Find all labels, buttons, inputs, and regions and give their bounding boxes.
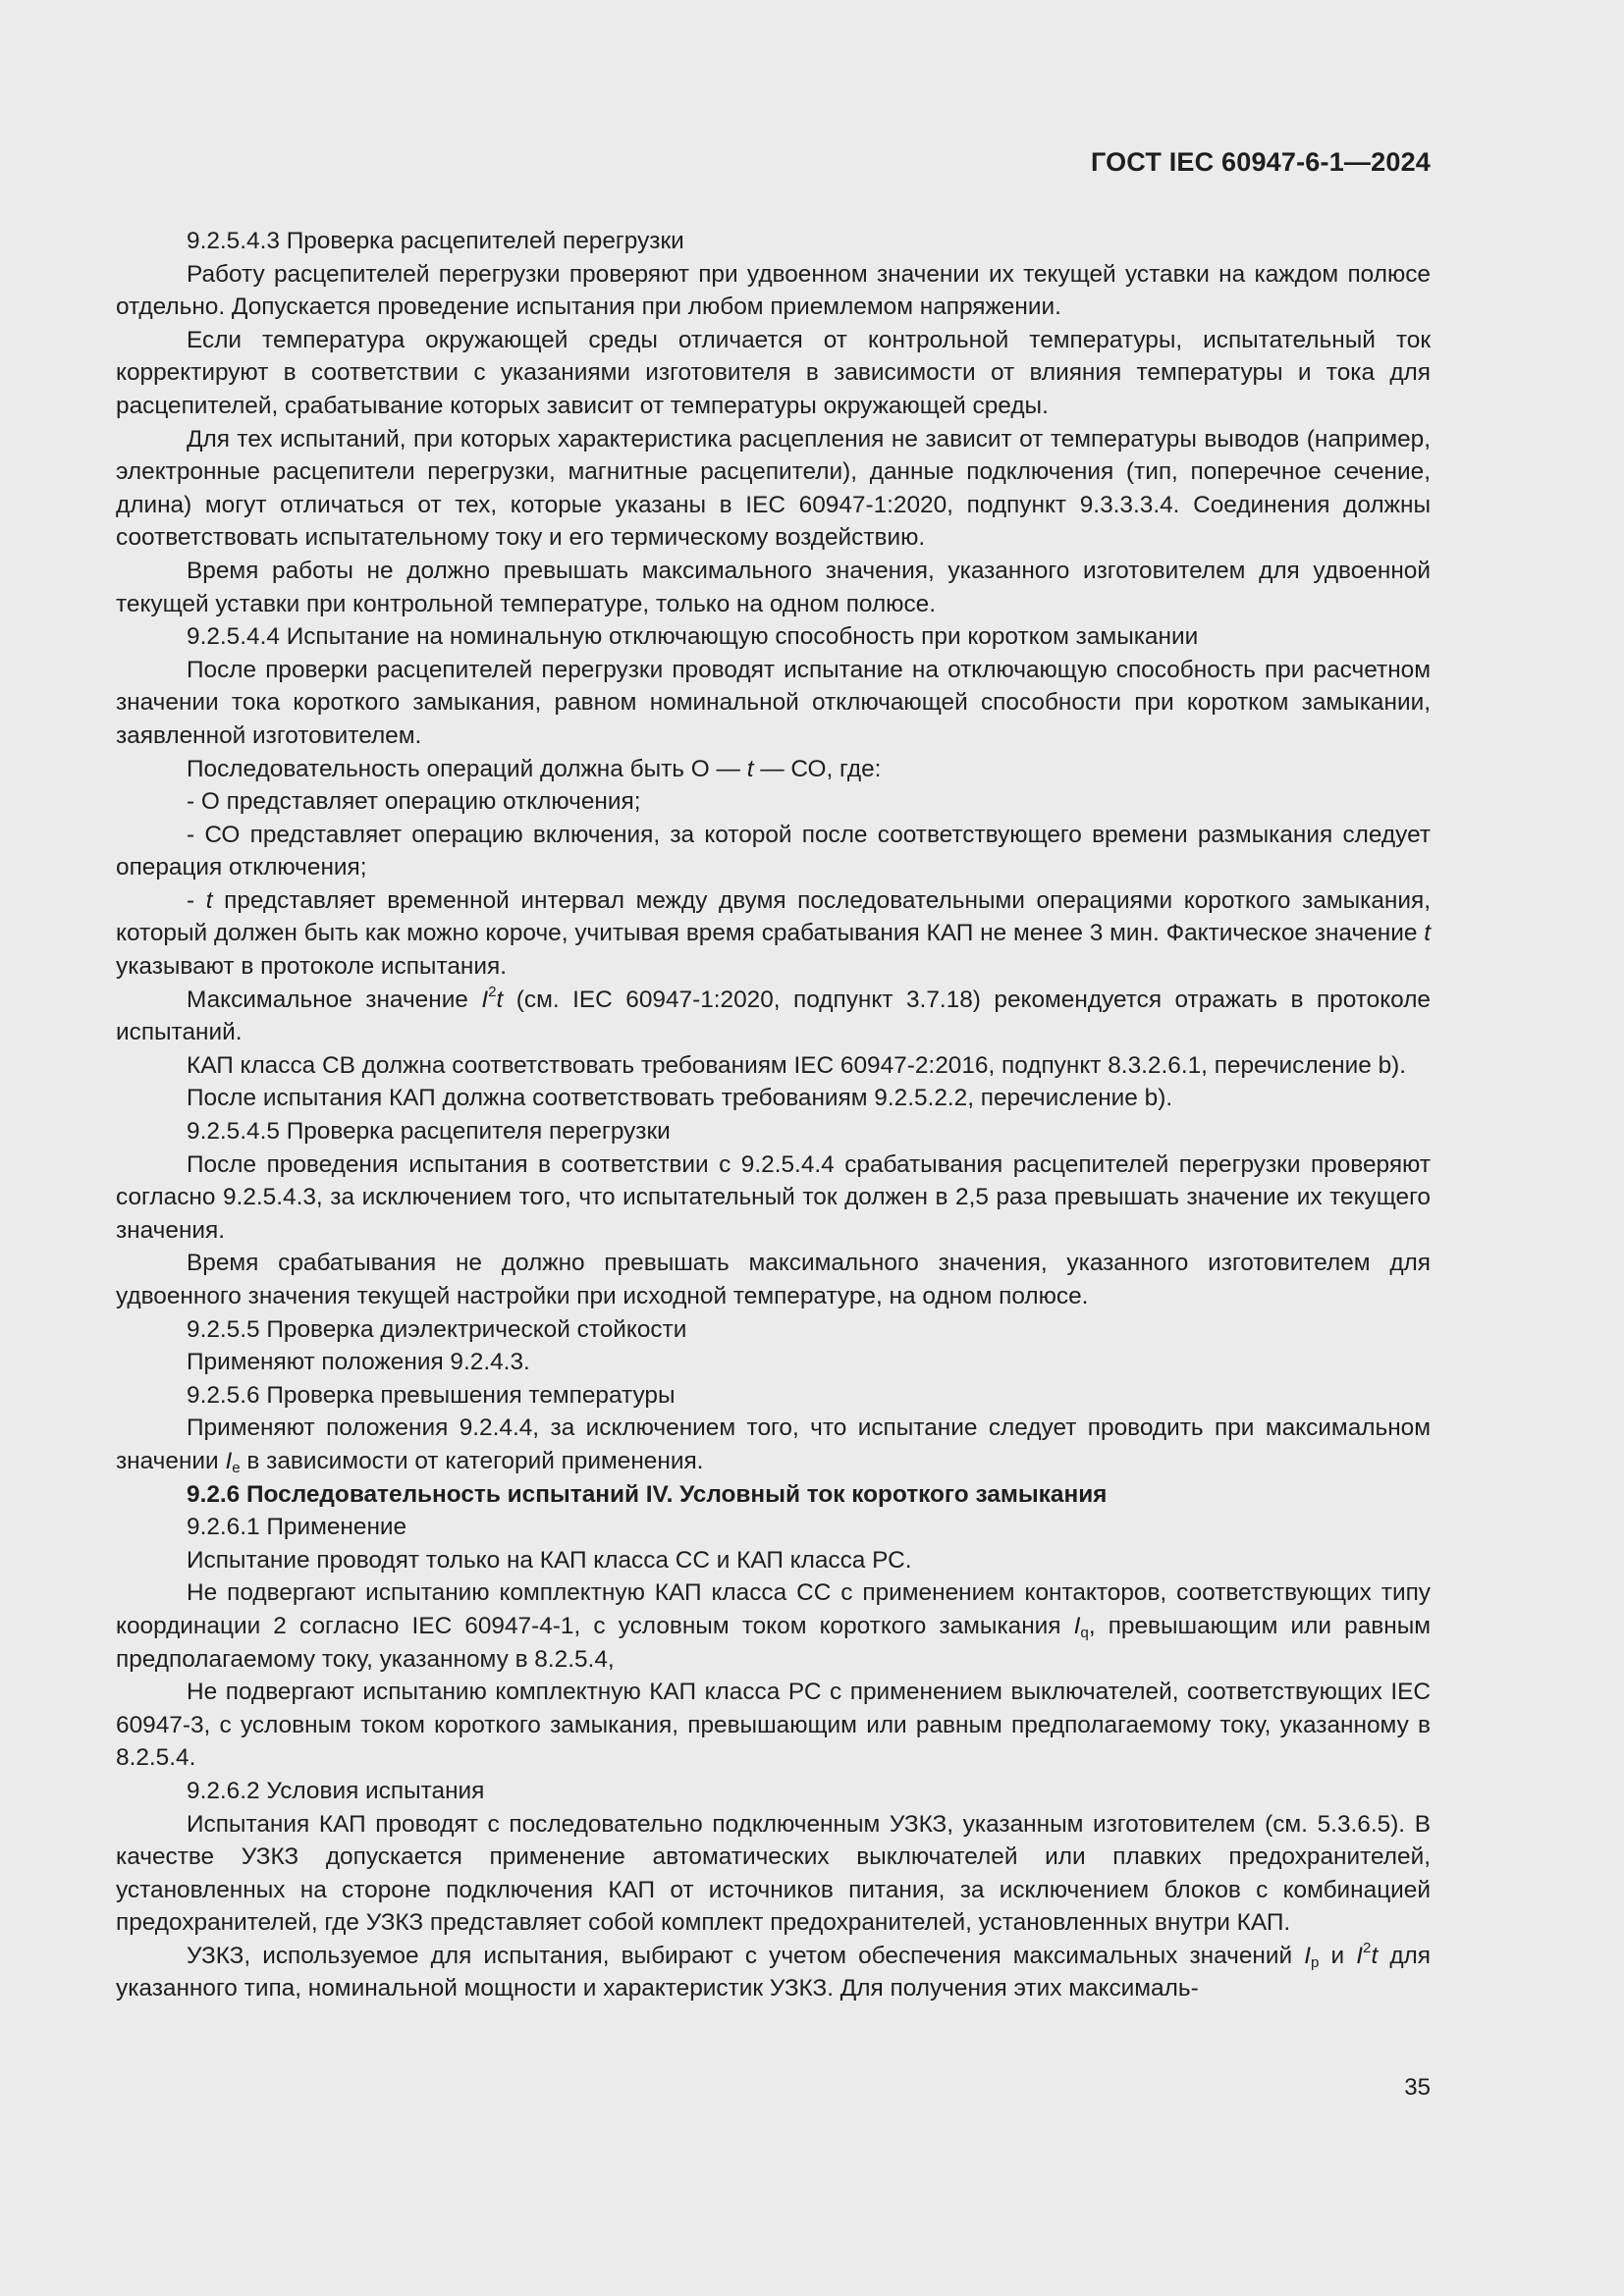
superscript: 2 xyxy=(1363,1939,1372,1956)
text: (см. IEC 60947-1:2020, подпункт 3.7.18) рекомендуется отражать в протоколе испытаний. xyxy=(116,986,1432,1046)
page-number: 35 xyxy=(1404,2074,1431,2101)
subscript: q xyxy=(1080,1625,1089,1642)
paragraph xyxy=(116,1940,1431,2005)
list-item: - О представляет операцию отключения; xyxy=(187,788,641,816)
paragraph xyxy=(116,1576,1431,1676)
symbol-i: I xyxy=(1356,1942,1364,1969)
paragraph: Время срабатывания не должно превышать максимального значения, указанного изготовителем для удвоенного значения текущей настройки при исходной температуре, на одном полюсе. xyxy=(116,1250,1431,1309)
paragraph: Если температура окружающей среды отличается от контрольной температуры, испытательный ток корректируют в соответствии с указаниями изготовителя в зависимости от влияния температуры и тока для расцепителей, срабатывание которых зависит от температуры окружающей среды. xyxy=(116,326,1431,419)
paragraph: Не подвергают испытанию комплектную КАП класса РС с применением выключателей, соответствующих IEC 60947-3, с условным током короткого замыкания, превышающим или равным предполагаемому току, указанному в 8.2.5.4. xyxy=(116,1679,1431,1772)
document-code-header: ГОСТ IEC 60947-6-1—2024 xyxy=(1090,147,1431,177)
text: Применяют положения 9.2.4.4, за исключением того, что испытание следует проводить при максимальном значении xyxy=(116,1415,1431,1474)
clause-heading: 9.2.5.5 Проверка диэлектрической стойкости xyxy=(187,1315,687,1343)
list-item: - СО представляет операцию включения, за которой после соответствующего времени размыкания следует операция отключения; xyxy=(116,821,1431,881)
symbol-i: I xyxy=(225,1447,233,1474)
symbol-t: t xyxy=(496,986,504,1013)
paragraph: Испытания КАП проводят с последовательно подключенным УЗКЗ, указанным изготовителем (см. 5.3.6.5). В качестве УЗКЗ допускается применение автоматических выключателей или плавких предохранителей, установленных на стороне подключения КАП от источников питания, за исключением блоков с комбинацией предохранителей, где УЗКЗ представляет собой комплект предохранителей, установленных внутри КАП. xyxy=(116,1810,1431,1937)
clause-heading: 9.2.5.4.5 Проверка расцепителя перегрузки xyxy=(187,1118,671,1146)
text: Последовательность операций должна быть О — xyxy=(187,755,747,782)
paragraph: После испытания КАП должна соответствовать требованиям 9.2.5.2.2, перечисление b). xyxy=(187,1085,1173,1112)
clause-heading: 9.2.6.2 Условия испытания xyxy=(187,1777,485,1804)
paragraph: Испытание проводят только на КАП класса СС и КАП класса РС. xyxy=(187,1546,912,1574)
superscript: 2 xyxy=(488,983,497,1000)
text: в зависимости от категорий применения. xyxy=(240,1447,704,1474)
symbol-i: I xyxy=(481,986,489,1013)
paragraph: После проверки расцепителей перегрузки проводят испытание на отключающую способность при расчетном значении тока короткого замыкания, равном номинальной отключающей способности при коротком замыкании, заявленной изготовителем. xyxy=(116,656,1431,749)
paragraph: После проведения испытания в соответствии с 9.2.5.4.4 срабатывания расцепителей перегрузки проверяют согласно 9.2.5.4.3, за исключением того, что испытательный ток должен в 2,5 раза превышать значение их текущего значения. xyxy=(116,1150,1431,1244)
symbol-t: t xyxy=(205,886,213,914)
paragraph: КАП класса СВ должна соответствовать требованиям IEC 60947-2:2016, подпункт 8.3.2.6.1, перечисление b). xyxy=(187,1051,1407,1079)
document-body xyxy=(116,225,1431,2005)
clause-heading: 9.2.5.6 Проверка превышения температуры xyxy=(187,1381,676,1409)
symbol-t: t xyxy=(1424,920,1431,947)
paragraph: Применяют положения 9.2.4.3. xyxy=(187,1349,530,1376)
text: Максимальное значение xyxy=(187,986,482,1013)
list-item xyxy=(116,884,1431,984)
symbol-i: I xyxy=(1073,1612,1081,1639)
clause-heading: 9.2.6.1 Применение xyxy=(187,1514,407,1541)
text: УЗКЗ, используемое для испытания, выбирают с учетом обеспечения максимальных значений xyxy=(187,1942,1305,1969)
clause-heading: 9.2.5.4.4 Испытание на номинальную отключающую способность при коротком замыкании xyxy=(187,623,1199,651)
text: — СО, где: xyxy=(753,755,882,782)
subscript: p xyxy=(1311,1954,1320,1972)
paragraph: Для тех испытаний, при которых характеристика расцепления не зависит от температуры выводов (например, электронные расцепители перегрузки, магнитные расцепители), данные подключения (тип, поперечное сечение, длина) могут отличаться от тех, которые указаны в IEC 60947-1:2020, подпункт 9.3.3.3.4. Соединения должны соответствовать испытательному току и его термическому воздействию. xyxy=(116,425,1431,552)
paragraph xyxy=(116,1412,1431,1477)
text: , превышающим или равным предполагаемому току, указанному в 8.2.5.4, xyxy=(116,1612,1431,1673)
subscript: e xyxy=(232,1460,241,1477)
section-heading: 9.2.6 Последовательность испытаний IV. Условный ток короткого замыкания xyxy=(187,1480,1108,1508)
paragraph: Работу расцепителей перегрузки проверяют при удвоенном значении их текущей уставки на каждом полюсе отдельно. Допускается проведение испытания при любом приемлемом напряжении. xyxy=(116,260,1431,321)
clause-heading: 9.2.5.4.3 Проверка расцепителей перегрузки xyxy=(187,228,684,254)
text: - xyxy=(187,886,206,914)
symbol-t: t xyxy=(1371,1942,1379,1969)
text: представляет временной интервал между двумя последовательными операциями короткого замыкания, который должен быть как можно короче, учитывая время срабатывания КАП не менее 3 мин. Фактическое значение xyxy=(116,886,1432,947)
text: для указанного типа, номинальной мощности и характеристик УЗКЗ. Для получения этих максималь- xyxy=(116,1942,1431,2002)
text: и xyxy=(1319,1942,1357,1969)
symbol-i: I xyxy=(1304,1942,1312,1969)
text: указывают в протоколе испытания. xyxy=(116,953,508,981)
symbol-t: t xyxy=(746,755,754,782)
paragraph xyxy=(116,984,1431,1049)
paragraph xyxy=(116,753,1431,786)
text: Не подвергают испытанию комплектную КАП класса СС с применением контакторов, соответствующих типу координации 2 согласно IEC 60947-4-1, с условным током короткого замыкания xyxy=(116,1579,1431,1639)
paragraph: Время работы не должно превышать максимального значения, указанного изготовителем для удвоенной текущей уставки при контрольной температуре, только на одном полюсе. xyxy=(116,557,1431,617)
